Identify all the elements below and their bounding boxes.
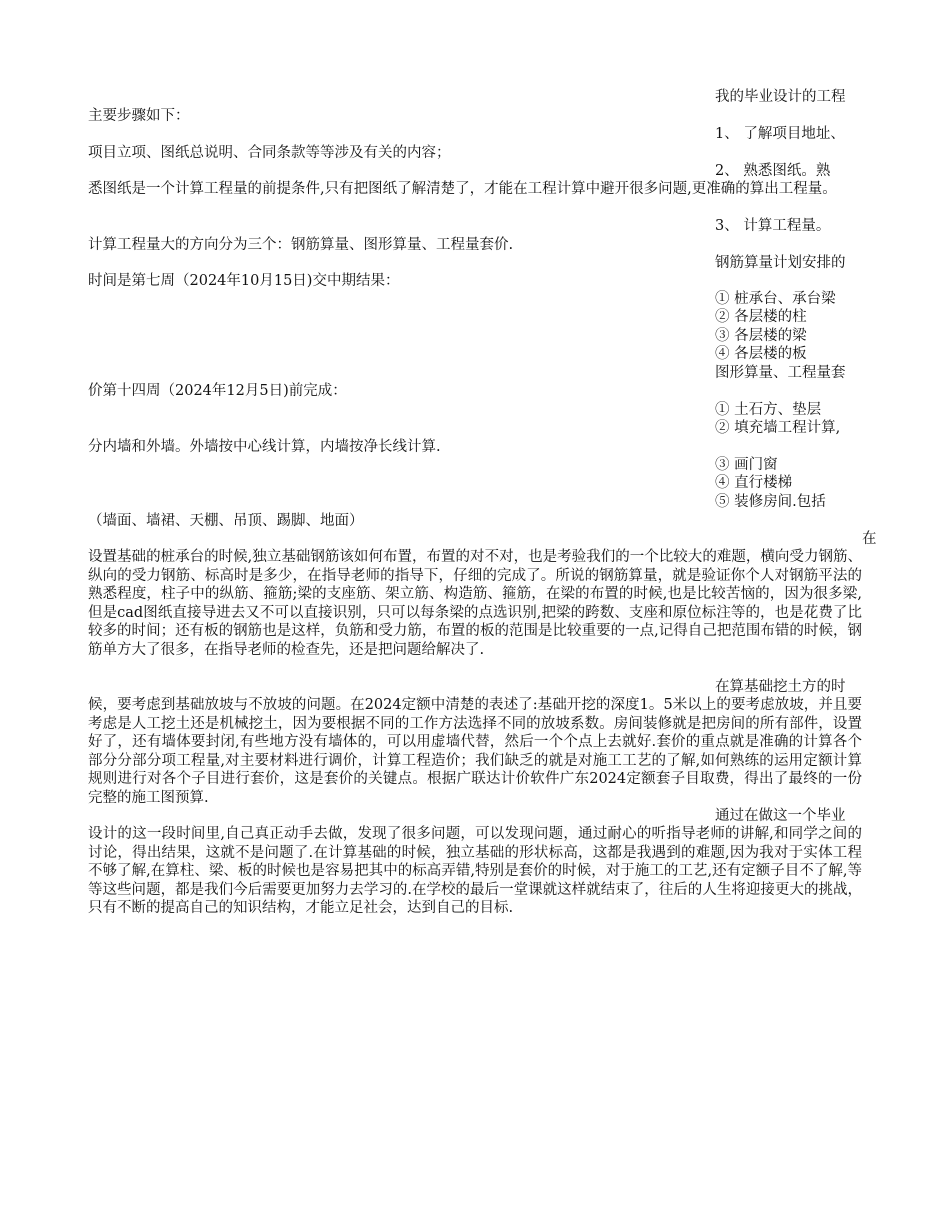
rebar-item: ④ 各层楼的板 (715, 346, 807, 362)
step-1-text: 项目立项、图纸总说明、合同条款等等涉及有关的内容； (88, 145, 451, 161)
graphic-item: ④ 直行楼梯 (715, 475, 793, 491)
rebar-deadline: 时间是第七周（2024年10月15日)交中期结果： (88, 273, 400, 289)
step-2-text: 悉图纸是一个计算工程量的前提条件,只有把图纸了解清楚了，才能在工程计算中避开很多问题,更准确的算出工程量。 (88, 181, 837, 197)
steps-intro: 主要步骤如下： (88, 108, 190, 124)
graphic-deadline: 价第十四周（2024年12月5日)前完成： (88, 383, 347, 399)
wall-note: 分内墙和外墙。外墙按中心线计算，内墙按净长线计算. (88, 439, 441, 455)
para-3: 设计的这一段时间里,自己真正动手去做，发现了很多问题，可以发现问题，通过耐心的听指导老师的讲解,和同学之间的讨论，得出结果，这就不是问题了.在计算基础的时候，独立基础的形状标高，这都是我遇到的难题,因为我对于实体工程不够了解,在算柱、梁、板的时候也是容易把其中的标高弄错,特别是套价的时候，对于施工的工艺,还有定额子目不了解,等等这些问题，都是我们今后需要更加努力去学习的.在学校的最后一堂课就这样就结束了，往后的人生将迎接更大的挑战，只有不断的提高自己的知识结构，才能立足社会，达到自己的目标. (88, 826, 862, 916)
rebar-item: ① 桩承台、承台梁 (715, 291, 836, 307)
graphic-item: ② 填充墙工程计算, (715, 420, 841, 436)
para-1-lead: 在 (862, 531, 877, 547)
graphic-item: ⑤ 装修房间.包括 (715, 494, 826, 510)
para-2-lead: 在算基础挖土方的时 (715, 679, 846, 695)
step-3-label: 3、 计算工程量。 (715, 218, 831, 234)
graphic-plan: 图形算量、工程量套 (715, 365, 846, 381)
para-3-lead: 通过在做这一个毕业 (715, 808, 846, 824)
para-2: 候，要考虑到基础放坡与不放坡的问题。在2024定额中清楚的表述了:基础开挖的深度1。5米以上的要考虑放坡，并且要考虑是人工挖土还是机械挖土，因为要根据不同的工作方法选择不同的放坡系数。房间装修就是把房间的所有部件，设置好了，还有墙体要封闭,有些地方没有墙体的，可以用虚墙代替，然后一个个点上去就好.套价的重点就是准确的计算各个部分分部分项工程量,对主要材料进行调价，计算工程造价；我们缺乏的就是对施工工艺的了解,如何熟练的运用定额计算规则进行对各个子目进行套价，这是套价的关键点。根据广联达计价软件广东2024定额套子目取费，得出了最终的一份完整的施工图预算. (88, 697, 862, 806)
graphic-item: ③ 画门窗 (715, 457, 778, 473)
step-2-label: 2、 熟悉图纸。熟 (715, 163, 831, 179)
rebar-plan: 钢筋算量计划安排的 (715, 255, 846, 271)
graphic-item: ① 土石方、垫层 (715, 402, 822, 418)
decor-note: （墙面、墙裙、天棚、吊顶、踢脚、地面） (88, 513, 364, 529)
rebar-item: ② 各层楼的柱 (715, 309, 807, 325)
rebar-item: ③ 各层楼的梁 (715, 328, 807, 344)
para-1: 设置基础的桩承台的时候,独立基础钢筋该如何布置，布置的对不对，也是考验我们的一个比较大的难题，横向受力钢筋、纵向的受力钢筋、标高时是多少，在指导老师的指导下，仔细的完成了。所说的钢筋算量，就是验证你个人对钢筋平法的熟悉程度，柱子中的纵筋、箍筋;梁的支座筋、架立筋、构造筋、箍筋，在梁的布置的时候,也是比较苦恼的，因为很多梁,但是cad图纸直接导进去又不可以直接识别，只可以每条梁的点选识别,把梁的跨数、支座和原位标注等的，也是花费了比较多的时间；还有板的钢筋也是这样，负筋和受力筋，布置的板的范围是比较重要的一点,记得自己把范围布错的时候，钢筋单方大了很多，在指导老师的检查先，还是把问题给解决了. (88, 549, 862, 658)
step-1-label: 1、 了解项目地址、 (715, 126, 845, 142)
step-3-text: 计算工程量大的方向分为三个：钢筋算量、图形算量、工程量套价. (88, 237, 514, 253)
title-fragment: 我的毕业设计的工程 (715, 89, 846, 105)
